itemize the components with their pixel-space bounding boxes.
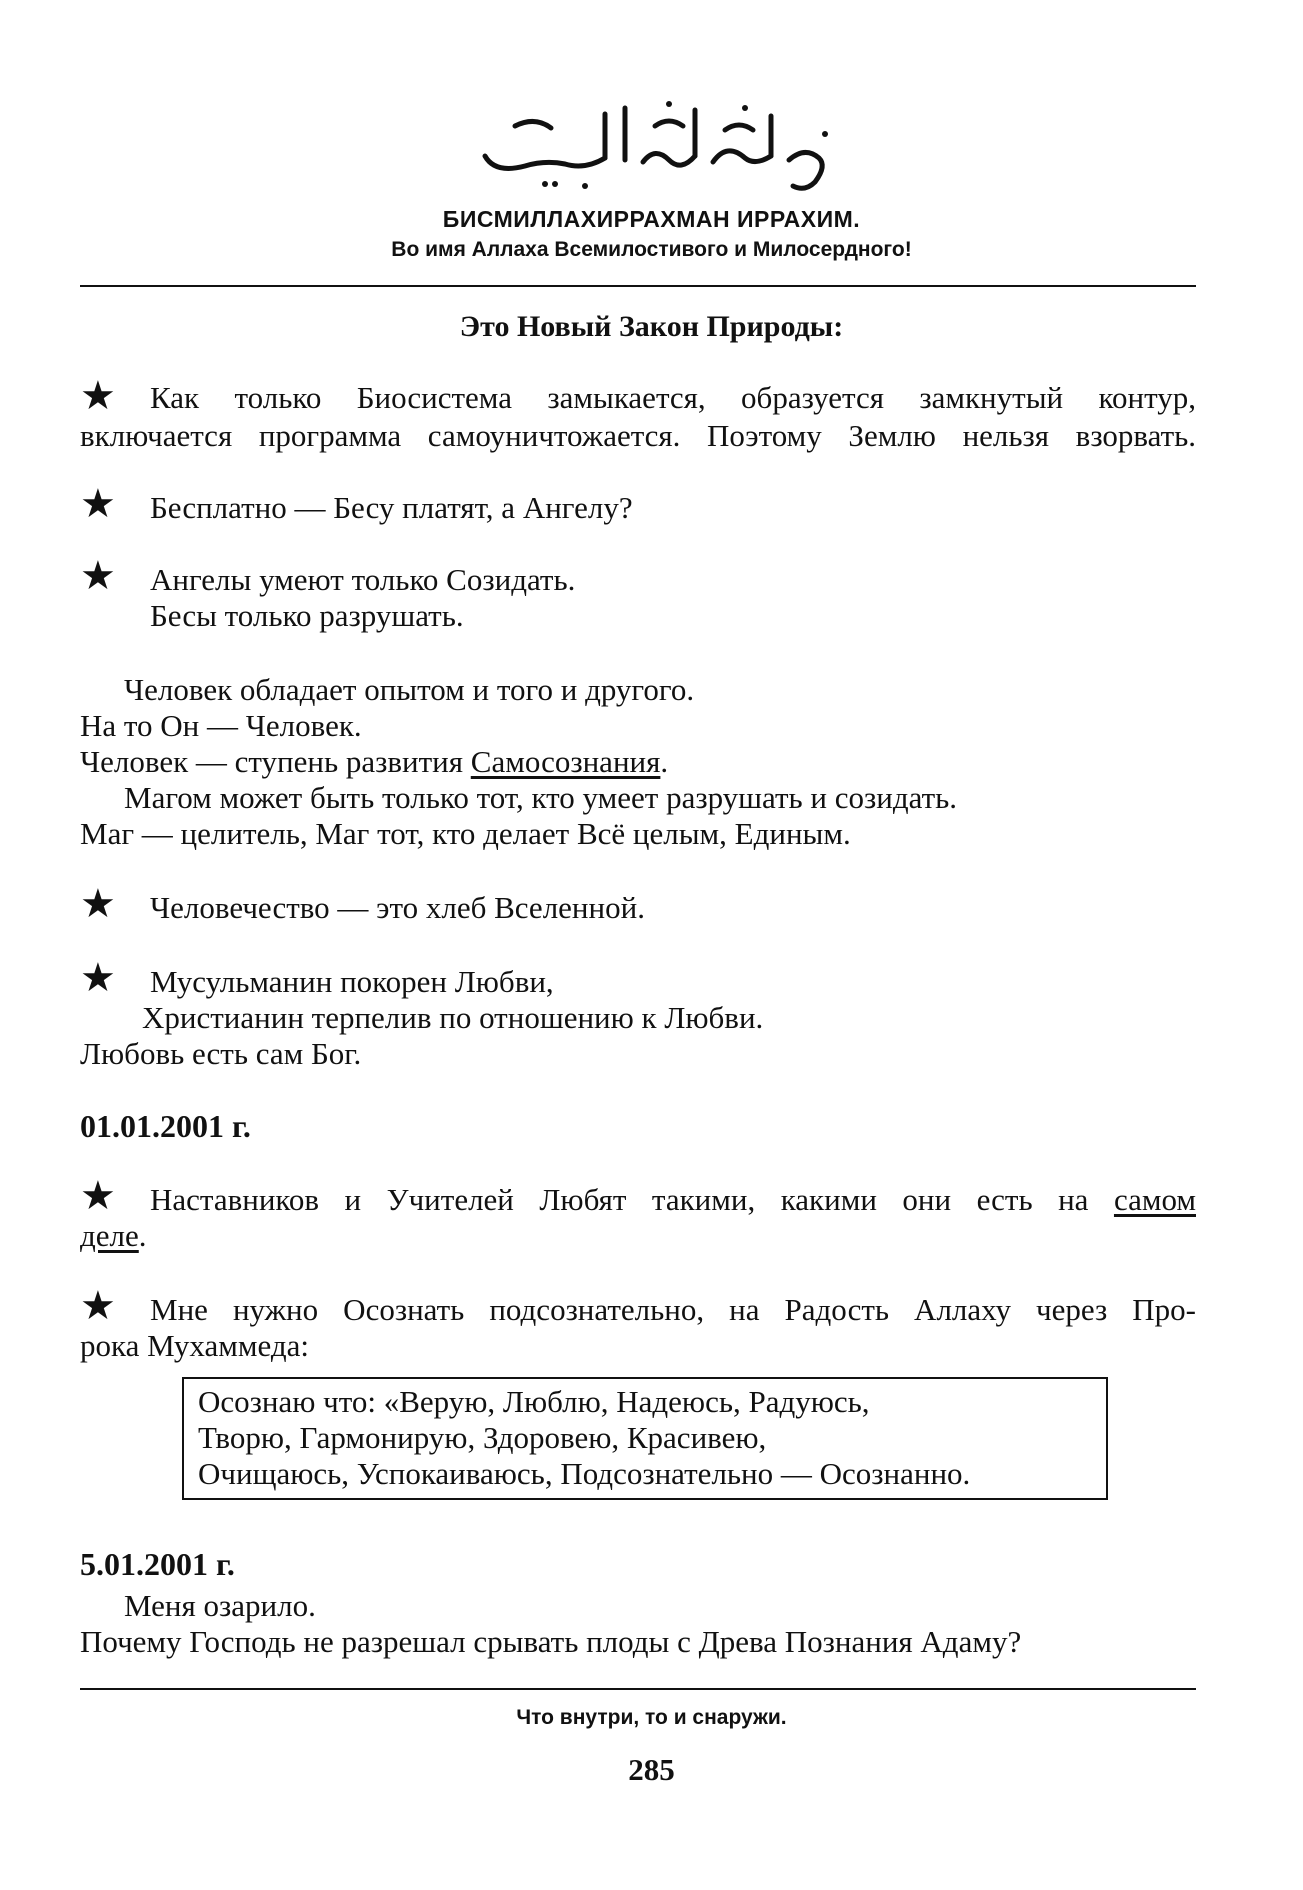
star-icon: ★ <box>80 373 116 418</box>
section-title: Это Новый Закон Природы: <box>459 310 844 343</box>
entry-3-line-2: Бесы только разрушать. <box>150 598 464 633</box>
date-heading: 01.01.2001 г. <box>80 1108 251 1144</box>
entry-7-line-2: рока Мухаммеда: <box>80 1328 309 1363</box>
para-line-2: На то Он — Человек. <box>80 708 362 743</box>
para-line-1: Человек обладает опытом и того и другого. <box>124 672 695 707</box>
entry-5-line-2: Христианин терпелив по отношению к Любви. <box>142 1000 764 1035</box>
entry-6-text: Наставников и Учителей Любят такими, какими они есть на <box>150 1182 1114 1217</box>
affirmation-line-2: Творю, Гармонирую, Здоровею, Красивею, <box>198 1420 767 1455</box>
star-icon: ★ <box>80 881 116 926</box>
entry-6-line-1 <box>150 1182 1196 1218</box>
entry-7-line-1: Мне нужно Осознать подсознательно, на Радость Аллаху через Про- <box>150 1292 1196 1327</box>
underlined-term: Самосознания <box>470 744 661 779</box>
footer-motto: Что внутри, то и снаружи. <box>516 1706 787 1729</box>
entry-5-line-1: Мусульманин покорен Любви, <box>150 964 554 999</box>
star-icon: ★ <box>80 955 116 1000</box>
para-line-5: Маг — целитель, Маг тот, кто делает Всё целым, Единым. <box>80 816 851 851</box>
star-icon: ★ <box>80 553 116 598</box>
para-line-3 <box>80 744 668 780</box>
entry-1-line-1: Как только Биосистема замыкается, образуется замкнутый контур, <box>150 380 1196 415</box>
entry-3-line-1: Ангелы умеют только Созидать. <box>150 562 576 597</box>
period: . <box>660 744 669 779</box>
entry-2-line-1: Бесплатно — Бесу платят, а Ангелу? <box>150 490 633 525</box>
entry-1-line-2: включается программа самоуничтожается. Поэтому Землю нельзя взорвать. <box>80 418 1196 453</box>
entry-8-line-1: Меня озарило. <box>124 1588 316 1623</box>
underlined-term: деле <box>80 1218 139 1253</box>
page-number: 285 <box>628 1752 675 1787</box>
para-line-4: Магом может быть только тот, кто умеет разрушать и созидать. <box>124 780 958 815</box>
basmala-transliteration: БИСМИЛЛАХИРРАХМАН ИРРАХИМ. <box>442 206 861 232</box>
affirmation-line-3: Очищаюсь, Успокаиваюсь, Подсознательно — Осознанно. <box>198 1456 971 1491</box>
entry-6-line-2 <box>80 1218 147 1254</box>
entry-8-line-2: Почему Господь не разрешал срывать плоды с Древа Познания Адаму? <box>80 1624 1022 1659</box>
date-heading: 5.01.2001 г. <box>80 1546 235 1582</box>
star-icon: ★ <box>80 1173 116 1218</box>
star-icon: ★ <box>80 1283 116 1328</box>
affirmation-line-1: Осознаю что: «Верую, Люблю, Надеюсь, Радуюсь, <box>198 1384 870 1419</box>
underlined-term: самом <box>1113 1182 1196 1217</box>
entry-4-line-1: Человечество — это хлеб Вселенной. <box>150 890 645 925</box>
period: . <box>138 1218 147 1253</box>
footer-divider <box>80 1688 1196 1690</box>
entry-5-line-3: Любовь есть сам Бог. <box>80 1036 362 1071</box>
basmala-calligraphy <box>455 86 855 196</box>
header-divider <box>80 285 1196 287</box>
para-line-3-text: Человек — ступень развития <box>80 744 471 779</box>
star-icon: ★ <box>80 481 116 526</box>
basmala-meaning: Во имя Аллаха Всемилостивого и Милосердного! <box>391 238 912 261</box>
